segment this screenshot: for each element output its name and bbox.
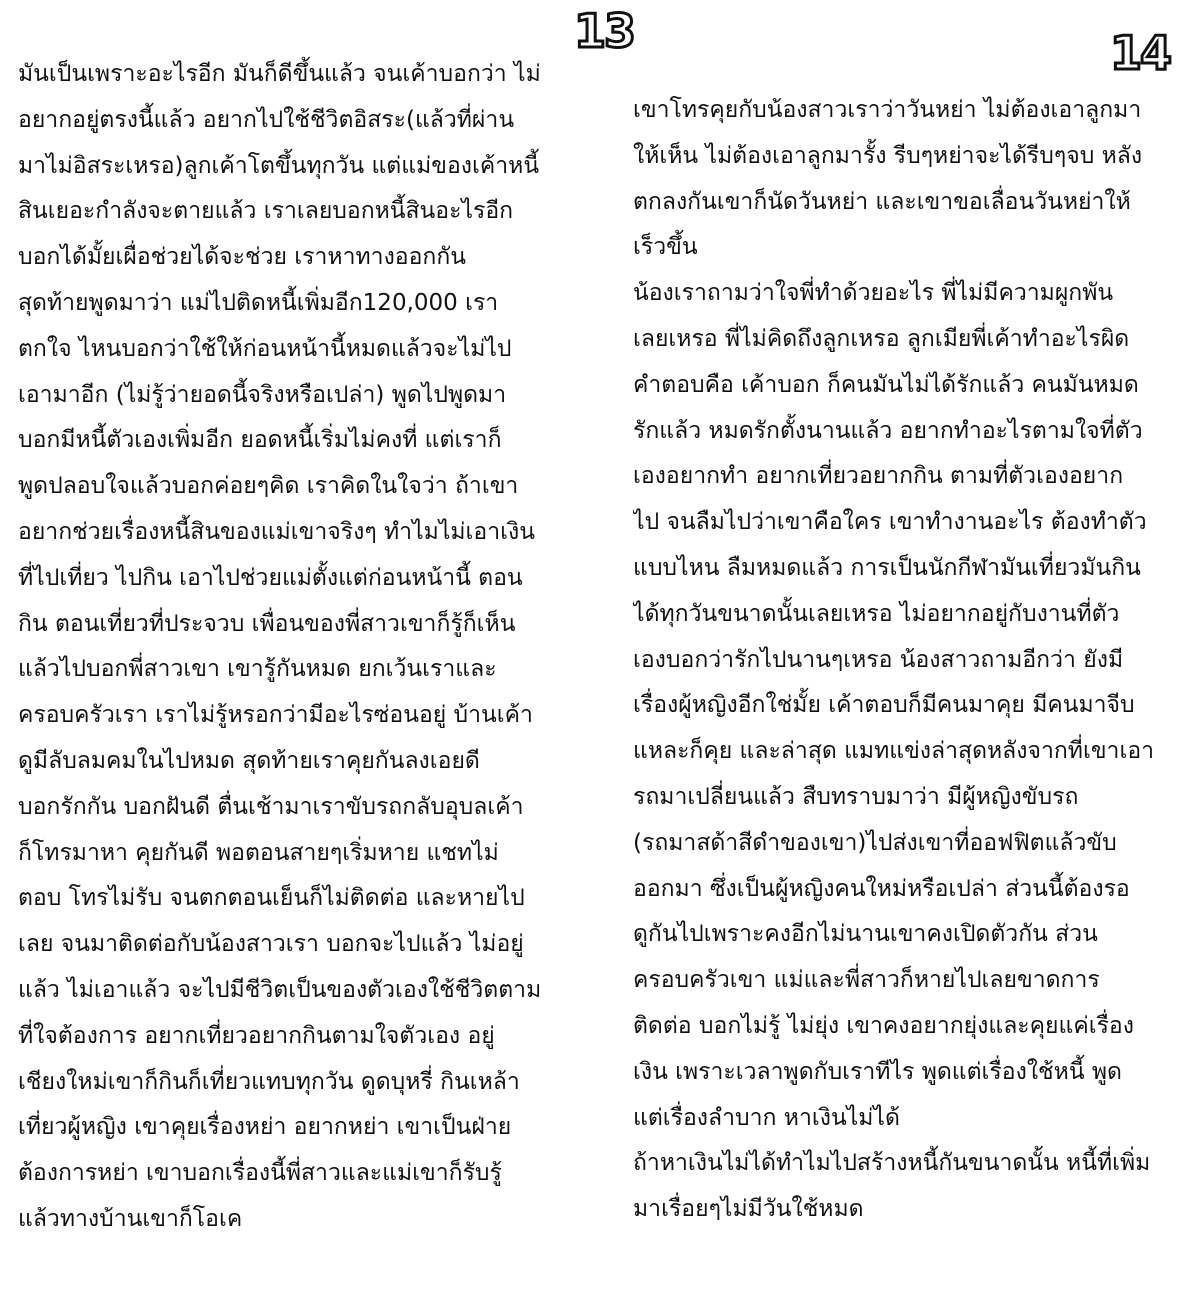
text-line: อยากช่วยเรื่องหนี้สินของแม่เขาจริงๆ ทำไมไม่เอาเงิน <box>18 518 535 545</box>
text-line: ดูมีลับลมคมในไปหมด สุดท้ายเราคุยกันลงเอยดี <box>18 747 480 774</box>
text-line: แต่เรื่องลำบาก หาเงินไม่ได้ <box>633 1104 900 1131</box>
text-line: ดูกันไปเพราะคงอีกไม่นานเขาคงเปิดตัวกัน ส่วน <box>633 921 1098 948</box>
text-line: ที่ใจต้องการ อยากเที่ยวอยากกินตามใจตัวเอง อยู่ <box>18 1022 495 1049</box>
text-line: คำตอบคือ เค้าบอก ก็คนมันไม่ได้รักแล้ว คนมันหมด <box>633 371 1139 398</box>
text-line: เลย จนมาติดต่อกับน้องสาวเรา บอกจะไปแล้ว ไม่อยู่ <box>18 931 524 958</box>
text-line: เชียงใหม่เขาก็กินก็เที่ยวแทบทุกวัน ดูดบุหรี่ กินเหล้า <box>18 1068 520 1095</box>
text-line: แล้ว ไม่เอาแล้ว จะไปมีชีวิตเป็นของตัวเองใช้ชีวิตตาม <box>18 976 542 1003</box>
text-line: ติดต่อ บอกไม่รู้ ไม่ยุ่ง เขาคงอยากยุ่งและคุยแค่เรื่อง <box>633 1012 1134 1039</box>
text-line: ครอบครัวเรา เราไม่รู้หรอกว่ามีอะไรซ่อนอยู่ บ้านเค้า <box>18 702 533 729</box>
text-line: ถ้าหาเงินไม่ได้ทำไมไปสร้างหนี้กันขนาดนั้น หนี้ที่เพิ่ม <box>633 1150 1151 1177</box>
page-number-left: 13 <box>574 4 635 58</box>
text-line: มาไม่อิสระเหรอ)ลูกเค้าโตขึ้นทุกวัน แต่แม่ของเค้าหนี้ <box>18 152 540 179</box>
text-line: เรื่องผู้หญิงอีกใช่มั้ย เค้าตอบก็มีคนมาคุย มีคนมาจีบ <box>633 692 1135 719</box>
text-line: ออกมา ซึ่งเป็นผู้หญิงคนใหม่หรือเปล่า ส่วนนี้ต้องรอ <box>633 875 1130 902</box>
text-line: เที่ยวผู้หญิง เขาคุยเรื่องหย่า อยากหย่า เขาเป็นฝ่าย <box>18 1114 512 1141</box>
text-line: มันเป็นเพราะอะไรอีก มันก็ดีขึ้นแล้ว จนเค้าบอกว่า ไม่ <box>18 61 541 87</box>
text-line: รักแล้ว หมดรักตั้งนานแล้ว อยากทำอะไรตามใจที่ตัว <box>633 417 1143 444</box>
text-line: พูดปลอบใจแล้วบอกค่อยๆคิด เราคิดในใจว่า ถ้าเขา <box>18 473 519 500</box>
text-line: รถมาเปลี่ยนแล้ว สืบทราบมาว่า มีผู้หญิงขับรถ <box>633 783 1079 810</box>
text-line: เองอยากทำ อยากเที่ยวอยากกิน ตามที่ตัวเองอยาก <box>633 463 1124 490</box>
text-line: ต้องการหย่า เขาบอกเรื่องนี้พี่สาวและแม่เขาก็รับรู้ <box>18 1160 502 1187</box>
right-text-column <box>633 88 1193 1233</box>
text-line: ที่ไปเที่ยว ไปกิน เอาไปช่วยแม่ตั้งแต่ก่อนหน้านี้ ตอน <box>18 564 523 591</box>
text-line: แล้วไปบอกพี่สาวเขา เขารู้กันหมด ยกเว้นเราและ <box>18 656 497 683</box>
text-line: กิน ตอนเที่ยวที่ประจวบ เพื่อนของพี่สาวเขาก็รู้ก็เห็น <box>18 610 516 637</box>
text-line: ตกใจ ไหนบอกว่าใช้ให้ก่อนหน้านี้หมดแล้วจะไม่ไป <box>18 335 512 362</box>
text-line: แหละก็คุย และล่าสุด แมทแข่งล่าสุดหลังจากที่เขาเอา <box>633 738 1155 765</box>
text-line: บอกมีหนี้ตัวเองเพิ่มอีก ยอดหนี้เริ่มไม่คงที่ แต่เราก็ <box>18 427 502 454</box>
left-text-column <box>18 52 593 1243</box>
text-line: บอกรักกัน บอกฝันดี ตื่นเช้ามาเราขับรถกลับอุบลเค้า <box>18 793 524 820</box>
text-line: สุดท้ายพูดมาว่า แม่ไปติดหนี้เพิ่มอีก120,000 เรา <box>18 289 499 316</box>
text-line: ไป จนลืมไปว่าเขาคือใคร เขาทำงานอะไร ต้องทำตัว <box>633 509 1147 536</box>
text-line: เขาโทรคุยกับน้องสาวเราว่าวันหย่า ไม่ต้องเอาลูกมา <box>633 97 1142 123</box>
text-line: ตอบ โทรไม่รับ จนตกตอนเย็นก็ไม่ติดต่อ และหายไป <box>18 885 525 912</box>
text-line: สินเยอะกำลังจะตายแล้ว เราเลยบอกหนี้สินอะไรอีก <box>18 198 514 225</box>
text-line: เงิน เพราะเวลาพูดกับเราทีไร พูดแต่เรื่องใช้หนี้ พูด <box>633 1058 1122 1085</box>
text-line: บอกได้มั้ยเผื่อช่วยได้จะช่วย เราหาทางออกกัน <box>18 244 466 271</box>
text-line: เองบอกว่ารักไปนานๆเหรอ น้องสาวถามอีกว่า ยังมี <box>633 646 1124 673</box>
text-line: ก็โทรมาหา คุยกันดี พอตอนสายๆเริ่มหาย แชทไม่ <box>18 839 499 866</box>
text-line: น้องเราถามว่าใจพี่ทำด้วยอะไร พี่ไม่มีความผูกพัน <box>633 280 1114 307</box>
text-line: แล้วทางบ้านเขาก็โอเค <box>18 1205 243 1232</box>
text-line: เร็วขึ้น <box>633 234 698 261</box>
text-line: มาเรื่อยๆไม่มีวันใช้หมด <box>633 1196 864 1223</box>
text-line: ตกลงกันเขาก็นัดวันหย่า และเขาขอเลื่อนวันหย่าให้ <box>633 188 1131 215</box>
text-line: ให้เห็น ไม่ต้องเอาลูกมารั้ง รีบๆหย่าจะได้รีบๆจบ หลัง <box>633 142 1143 169</box>
text-line: อยากอยู่ตรงนี้แล้ว อยากไปใช้ชีวิตอิสระ(แล้วที่ผ่าน <box>18 106 515 133</box>
text-line: เลยเหรอ พี่ไม่คิดถึงลูกเหรอ ลูกเมียพี่เค้าทำอะไรผิด <box>633 325 1130 352</box>
text-line: (รถมาสด้าสีดำของเขา)ไปส่งเขาที่ออฟฟิตแล้วขับ <box>633 829 1117 856</box>
text-line: แบบไหน ลืมหมดแล้ว การเป็นนักกีฬามันเที่ยวมันกิน <box>633 554 1141 581</box>
page-number-right: 14 <box>1110 26 1171 80</box>
text-line: เอามาอีก (ไม่รู้ว่ายอดนี้จริงหรือเปล่า) พูดไปพูดมา <box>18 381 507 408</box>
text-line: ครอบครัวเขา แม่และพี่สาวก็หายไปเลยขาดการ <box>633 967 1100 994</box>
text-line: ได้ทุกวันขนาดนั้นเลยเหรอ ไม่อยากอยู่กับงานที่ตัว <box>633 600 1120 627</box>
